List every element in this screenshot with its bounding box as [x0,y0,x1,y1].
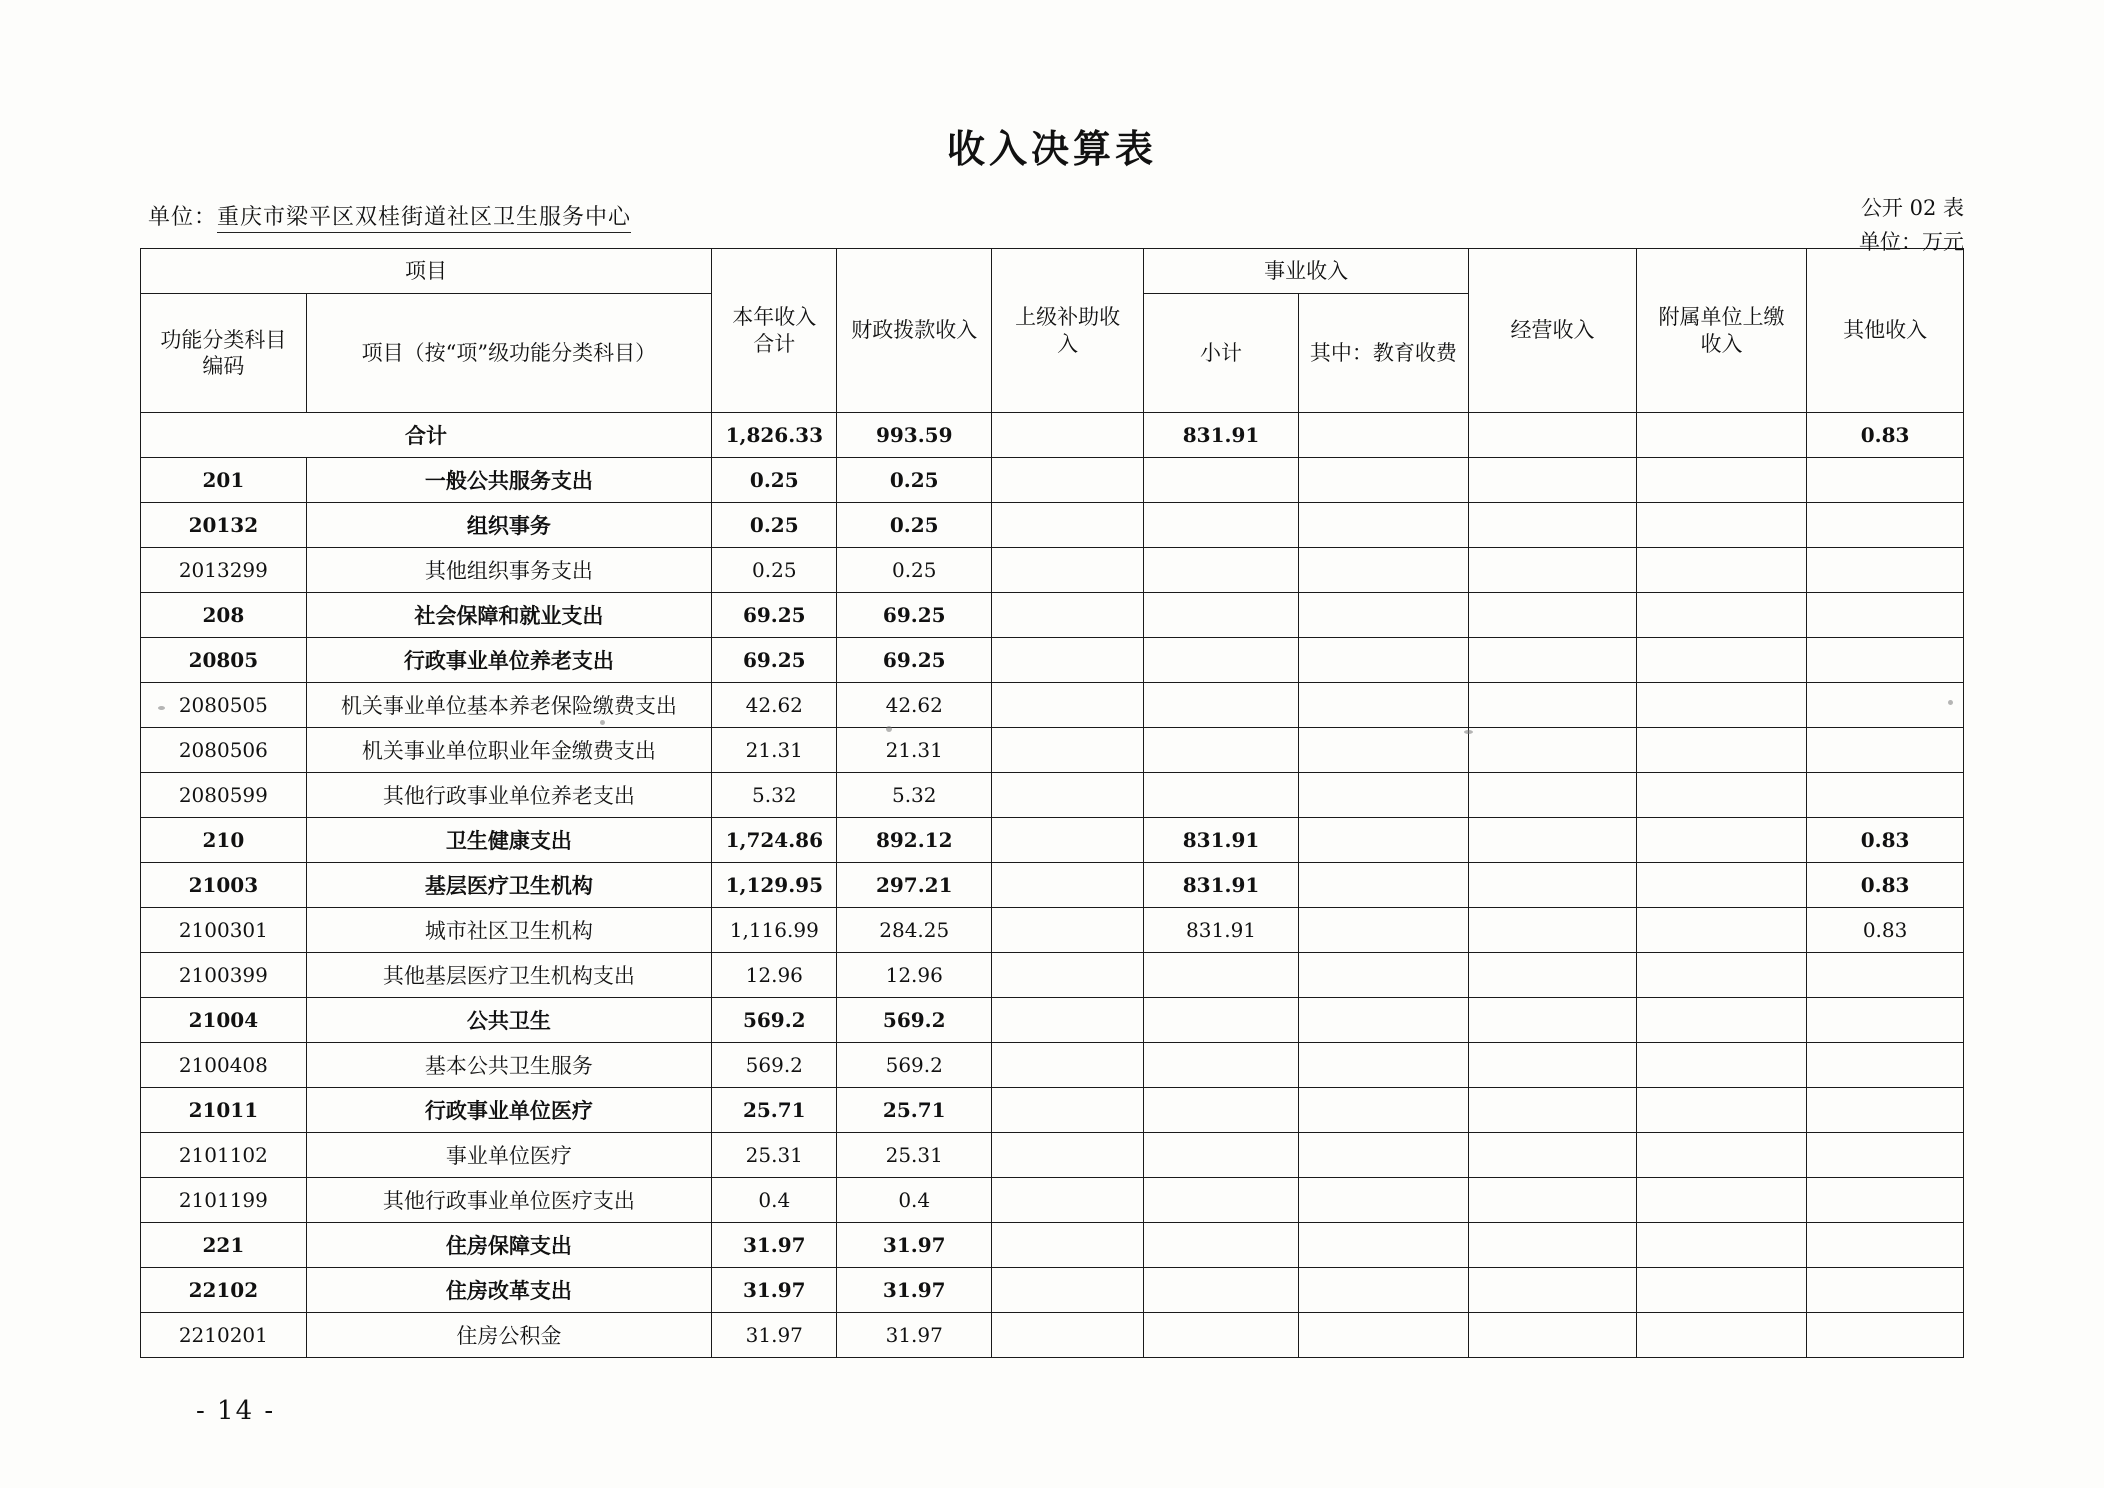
row-superior [992,728,1144,773]
row-fiscal: 569.2 [837,1043,992,1088]
row-fiscal: 284.25 [837,908,992,953]
row-other [1807,1133,1964,1178]
row-other [1807,773,1964,818]
row-other [1807,458,1964,503]
row-subtotal [1144,1223,1299,1268]
table-row [141,1043,1964,1088]
header-function-code-line1: 功能分类科目 [160,327,287,352]
total-label: 合计 [141,413,712,458]
row-year-total: 0.25 [712,503,837,548]
row-project-name: 公共卫生 [306,998,711,1043]
row-project-name: 其他基层医疗卫生机构支出 [306,953,711,998]
row-affiliate [1636,593,1806,638]
row-education [1298,908,1468,953]
row-education [1298,953,1468,998]
row-operating [1469,998,1637,1043]
amount-unit: 单位：万元 [1859,229,1964,254]
row-affiliate [1636,683,1806,728]
row-subtotal [1144,998,1299,1043]
row-superior [992,998,1144,1043]
header-business-income-group: 事业收入 [1144,249,1469,294]
table-row [141,863,1964,908]
row-operating [1469,1313,1637,1358]
header-fiscal-appropriation: 财政拨款收入 [837,249,992,413]
row-project-name: 基本公共卫生服务 [306,1043,711,1088]
row-year-total: 0.25 [712,548,837,593]
row-superior [992,773,1144,818]
header-superior-subsidy [992,249,1144,413]
row-subtotal [1144,1133,1299,1178]
row-project-name: 其他行政事业单位医疗支出 [306,1178,711,1223]
row-affiliate [1636,1268,1806,1313]
row-education [1298,593,1468,638]
row-other [1807,998,1964,1043]
row-year-total: 25.31 [712,1133,837,1178]
row-fiscal: 31.97 [837,1313,992,1358]
row-affiliate [1636,908,1806,953]
row-year-total: 12.96 [712,953,837,998]
row-affiliate [1636,458,1806,503]
row-project-name: 机关事业单位职业年金缴费支出 [306,728,711,773]
row-fiscal: 0.25 [837,503,992,548]
total-affiliate [1636,413,1806,458]
table-row-total [141,413,1964,458]
row-operating [1469,1268,1637,1313]
row-education [1298,683,1468,728]
table-row [141,1223,1964,1268]
row-function-code: 2100399 [141,953,307,998]
row-fiscal: 5.32 [837,773,992,818]
row-affiliate [1636,1178,1806,1223]
row-affiliate [1636,863,1806,908]
row-superior [992,1313,1144,1358]
row-subtotal [1144,548,1299,593]
total-education [1298,413,1468,458]
row-year-total: 25.71 [712,1088,837,1133]
row-affiliate [1636,1088,1806,1133]
header-function-code [141,294,307,413]
table-row [141,1178,1964,1223]
row-affiliate [1636,953,1806,998]
row-operating [1469,1088,1637,1133]
row-function-code: 2210201 [141,1313,307,1358]
page-number: - 14 - [196,1396,276,1426]
unit-name: 重庆市梁平区双桂街道社区卫生服务中心 [217,205,631,233]
row-superior [992,1088,1144,1133]
row-education [1298,1088,1468,1133]
row-subtotal: 831.91 [1144,908,1299,953]
row-education [1298,1133,1468,1178]
total-superior [992,413,1144,458]
page-title: 收入决算表 [946,126,1157,171]
row-fiscal: 0.25 [837,548,992,593]
row-other [1807,728,1964,773]
row-function-code: 22102 [141,1268,307,1313]
row-subtotal [1144,593,1299,638]
row-function-code: 2013299 [141,548,307,593]
row-education [1298,773,1468,818]
row-subtotal [1144,503,1299,548]
row-superior [992,638,1144,683]
row-affiliate [1636,728,1806,773]
row-fiscal: 0.4 [837,1178,992,1223]
row-affiliate [1636,548,1806,593]
row-subtotal [1144,638,1299,683]
table-header-group-row [141,249,1964,294]
header-project-name: 项目（按“项”级功能分类科目） [306,294,711,413]
header-project-group: 项目 [141,249,712,294]
row-other: 0.83 [1807,908,1964,953]
row-affiliate [1636,503,1806,548]
table-row [141,998,1964,1043]
row-year-total: 31.97 [712,1313,837,1358]
total-subtotal: 831.91 [1144,413,1299,458]
row-superior [992,1043,1144,1088]
row-affiliate [1636,638,1806,683]
row-function-code: 2101199 [141,1178,307,1223]
table-row [141,1133,1964,1178]
row-fiscal: 297.21 [837,863,992,908]
row-operating [1469,818,1637,863]
row-affiliate [1636,998,1806,1043]
unit-label: 单位： [148,205,218,230]
row-project-name: 城市社区卫生机构 [306,908,711,953]
row-project-name: 住房保障支出 [306,1223,711,1268]
row-education [1298,1223,1468,1268]
row-subtotal [1144,1043,1299,1088]
row-education [1298,863,1468,908]
row-other [1807,548,1964,593]
header-affiliate-income-line2: 收入 [1700,331,1743,356]
row-operating [1469,908,1637,953]
row-year-total: 31.97 [712,1268,837,1313]
row-project-name: 卫生健康支出 [306,818,711,863]
row-subtotal [1144,1313,1299,1358]
row-fiscal: 12.96 [837,953,992,998]
row-education [1298,458,1468,503]
row-other [1807,683,1964,728]
row-project-name: 住房公积金 [306,1313,711,1358]
total-other: 0.83 [1807,413,1964,458]
row-other [1807,1268,1964,1313]
row-operating [1469,503,1637,548]
row-education [1298,1178,1468,1223]
row-other: 0.83 [1807,818,1964,863]
total-fiscal: 993.59 [837,413,992,458]
row-operating [1469,638,1637,683]
row-operating [1469,458,1637,503]
row-other [1807,503,1964,548]
table-row [141,593,1964,638]
header-business-subtotal: 小计 [1144,294,1299,413]
row-superior [992,548,1144,593]
row-education [1298,1268,1468,1313]
row-superior [992,1223,1144,1268]
unit-line [148,200,631,231]
row-superior [992,593,1144,638]
row-year-total: 0.4 [712,1178,837,1223]
header-affiliate-income-line1: 附属单位上缴 [1658,305,1785,330]
row-function-code: 20132 [141,503,307,548]
row-fiscal: 42.62 [837,683,992,728]
row-project-name: 组织事务 [306,503,711,548]
row-affiliate [1636,1043,1806,1088]
row-other [1807,638,1964,683]
row-project-name: 住房改革支出 [306,1268,711,1313]
row-superior [992,458,1144,503]
row-fiscal: 31.97 [837,1268,992,1313]
table-row [141,458,1964,503]
row-function-code: 2080599 [141,773,307,818]
row-project-name: 行政事业单位养老支出 [306,638,711,683]
table-row [141,1268,1964,1313]
row-year-total: 1,129.95 [712,863,837,908]
row-fiscal: 25.71 [837,1088,992,1133]
row-education [1298,728,1468,773]
row-year-total: 5.32 [712,773,837,818]
row-operating [1469,863,1637,908]
table-row [141,1313,1964,1358]
row-affiliate [1636,818,1806,863]
row-fiscal: 569.2 [837,998,992,1043]
row-subtotal [1144,728,1299,773]
row-function-code: 2080506 [141,728,307,773]
total-year-total: 1,826.33 [712,413,837,458]
table-row [141,503,1964,548]
row-affiliate [1636,1223,1806,1268]
row-fiscal: 25.31 [837,1133,992,1178]
row-year-total: 1,116.99 [712,908,837,953]
header-year-total-line2: 合计 [753,331,796,356]
row-year-total: 21.31 [712,728,837,773]
header-superior-subsidy-line1: 上级补助收 [1015,305,1121,330]
row-superior [992,503,1144,548]
row-subtotal: 831.91 [1144,818,1299,863]
header-affiliate-income [1636,249,1806,413]
row-fiscal: 69.25 [837,593,992,638]
row-year-total: 0.25 [712,458,837,503]
row-operating [1469,548,1637,593]
row-project-name: 基层医疗卫生机构 [306,863,711,908]
row-superior [992,908,1144,953]
row-other [1807,1313,1964,1358]
row-fiscal: 892.12 [837,818,992,863]
row-year-total: 42.62 [712,683,837,728]
row-operating [1469,1178,1637,1223]
row-subtotal [1144,1268,1299,1313]
row-education [1298,503,1468,548]
row-function-code: 21011 [141,1088,307,1133]
table-row [141,548,1964,593]
table-row [141,1088,1964,1133]
row-year-total: 569.2 [712,998,837,1043]
row-function-code: 221 [141,1223,307,1268]
row-project-name: 其他组织事务支出 [306,548,711,593]
header-year-total [712,249,837,413]
row-other [1807,1178,1964,1223]
row-affiliate [1636,1313,1806,1358]
table-row [141,953,1964,998]
row-year-total: 69.25 [712,593,837,638]
row-operating [1469,593,1637,638]
row-operating [1469,953,1637,998]
row-project-name: 事业单位医疗 [306,1133,711,1178]
table-row [141,773,1964,818]
table-row [141,638,1964,683]
row-superior [992,1133,1144,1178]
row-function-code: 2100408 [141,1043,307,1088]
row-operating [1469,1223,1637,1268]
row-affiliate [1636,773,1806,818]
row-other [1807,953,1964,998]
row-operating [1469,683,1637,728]
row-function-code: 208 [141,593,307,638]
row-education [1298,998,1468,1043]
header-operating-income: 经营收入 [1469,249,1637,413]
row-function-code: 21004 [141,998,307,1043]
row-superior [992,1268,1144,1313]
row-superior [992,818,1144,863]
table-body [141,413,1964,1358]
row-superior [992,953,1144,998]
row-affiliate [1636,1133,1806,1178]
row-other [1807,1043,1964,1088]
row-function-code: 20805 [141,638,307,683]
table-row [141,683,1964,728]
total-operating [1469,413,1637,458]
row-subtotal [1144,1088,1299,1133]
row-education [1298,1043,1468,1088]
row-operating [1469,1133,1637,1178]
row-function-code: 201 [141,458,307,503]
row-education [1298,1313,1468,1358]
header-year-total-line1: 本年收入 [732,305,817,330]
table-row [141,728,1964,773]
row-project-name: 社会保障和就业支出 [306,593,711,638]
row-operating [1469,728,1637,773]
row-operating [1469,1043,1637,1088]
row-education [1298,548,1468,593]
header-function-code-line2: 编码 [202,354,245,378]
row-project-name: 机关事业单位基本养老保险缴费支出 [306,683,711,728]
row-year-total: 569.2 [712,1043,837,1088]
row-fiscal: 69.25 [837,638,992,683]
row-operating [1469,773,1637,818]
row-project-name: 其他行政事业单位养老支出 [306,773,711,818]
income-final-accounts-table [140,248,1964,1358]
row-year-total: 31.97 [712,1223,837,1268]
header-education-fee: 其中：教育收费 [1298,294,1468,413]
row-fiscal: 31.97 [837,1223,992,1268]
form-number: 公开 02 表 [1860,196,1964,220]
row-subtotal [1144,773,1299,818]
row-other: 0.83 [1807,863,1964,908]
header-superior-subsidy-line2: 入 [1057,331,1079,356]
row-subtotal: 831.91 [1144,863,1299,908]
row-subtotal [1144,953,1299,998]
row-subtotal [1144,683,1299,728]
table-row [141,818,1964,863]
row-year-total: 1,724.86 [712,818,837,863]
row-project-name: 一般公共服务支出 [306,458,711,503]
row-education [1298,638,1468,683]
row-superior [992,1178,1144,1223]
row-other [1807,593,1964,638]
table-row [141,908,1964,953]
row-fiscal: 21.31 [837,728,992,773]
row-other [1807,1088,1964,1133]
row-superior [992,863,1144,908]
row-year-total: 69.25 [712,638,837,683]
row-function-code: 2080505 [141,683,307,728]
row-subtotal [1144,458,1299,503]
row-superior [992,683,1144,728]
row-project-name: 行政事业单位医疗 [306,1088,711,1133]
row-function-code: 2100301 [141,908,307,953]
row-education [1298,818,1468,863]
row-subtotal [1144,1178,1299,1223]
row-function-code: 2101102 [141,1133,307,1178]
row-other [1807,1223,1964,1268]
row-fiscal: 0.25 [837,458,992,503]
header-other-income: 其他收入 [1807,249,1964,413]
row-function-code: 210 [141,818,307,863]
row-function-code: 21003 [141,863,307,908]
